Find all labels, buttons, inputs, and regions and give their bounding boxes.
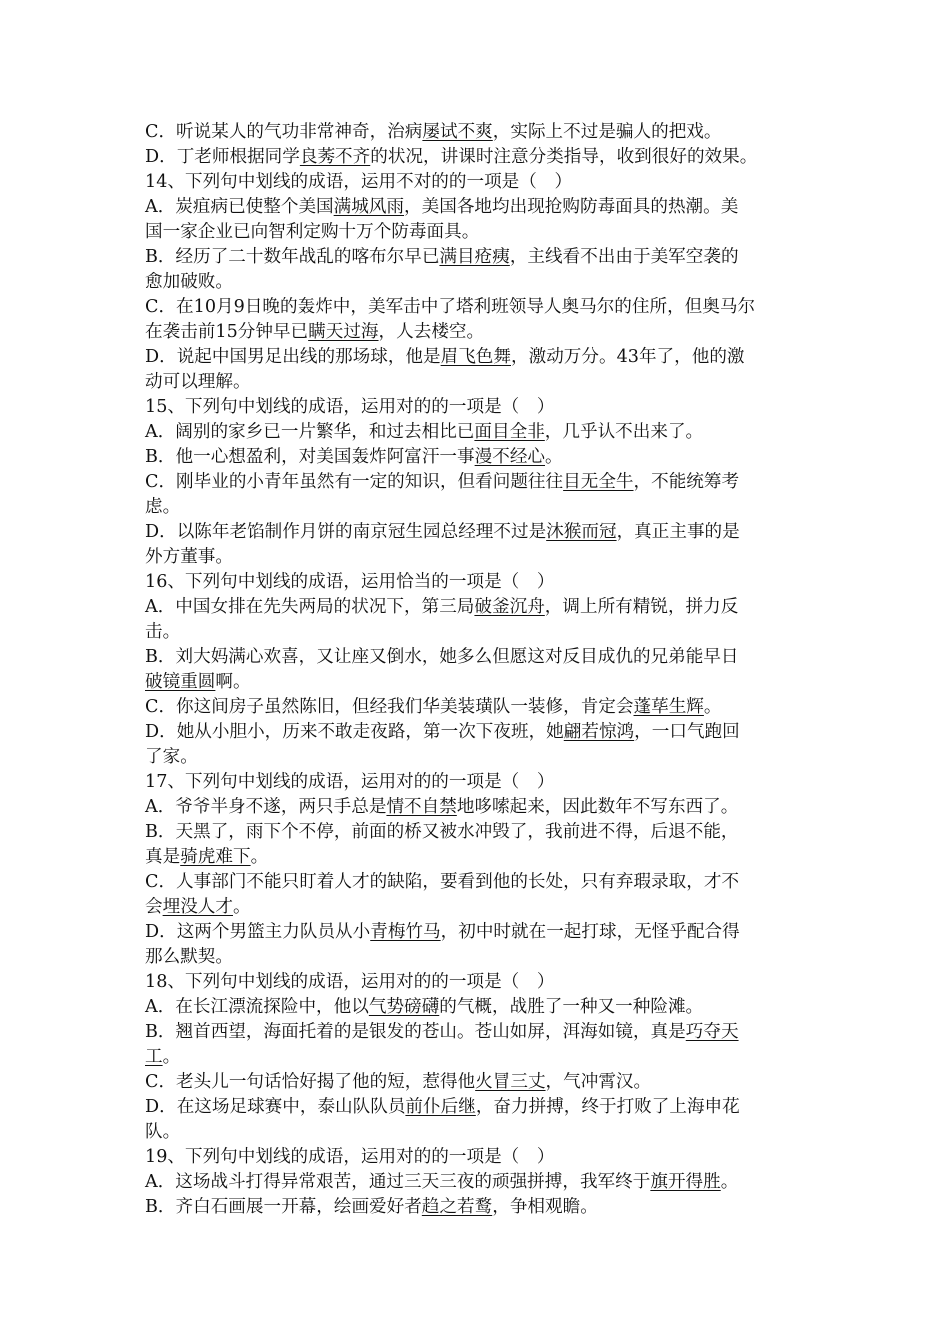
text-segment: 17、下列句中划线的成语，运用对的的一项是（ ）	[145, 772, 555, 792]
text-segment: A．阔别的家乡已一片繁华，和过去相比已	[145, 422, 475, 442]
underlined-idiom: 埋没人才	[162, 897, 233, 917]
underlined-idiom: 前仆后继	[405, 1097, 476, 1117]
text-segment: 16、下列句中划线的成语，运用恰当的一项是（ ）	[145, 572, 555, 592]
text-line	[145, 570, 810, 595]
underlined-idiom: 蓬荜生辉	[633, 697, 704, 717]
text-segment: C．刚毕业的小青年虽然有一定的知识，但看问题往往	[145, 472, 564, 492]
text-segment: C．听说某人的气功非常神奇，治病	[145, 122, 423, 142]
text-line	[145, 1145, 810, 1170]
text-segment: C．老头儿一句话恰好揭了他的短，惹得他	[145, 1072, 476, 1092]
text-segment: ，真正主事的是	[616, 522, 740, 542]
text-segment: ，几乎认不出来了。	[544, 422, 704, 442]
text-segment: 国一家企业已向智利定购十万个防毒面具。	[145, 222, 480, 242]
text-segment: 的状况，讲课时注意分类指导，收到很好的效果。	[370, 147, 758, 167]
text-line	[145, 520, 810, 545]
text-segment: C．人事部门不能只盯着人才的缺陷，要看到他的长处，只有弃瑕录取，才不	[145, 872, 740, 892]
text-line	[145, 1020, 810, 1045]
text-segment: 。	[720, 1172, 739, 1192]
underlined-idiom: 翩若惊鸿	[563, 722, 635, 742]
underlined-idiom: 破釜沉舟	[474, 597, 545, 617]
text-segment: 14、下列句中划线的成语，运用不对的的一项是（ ）	[145, 172, 573, 192]
text-segment: 虑。	[145, 497, 181, 517]
text-line	[145, 745, 810, 770]
text-segment: 。	[703, 697, 722, 717]
text-segment: A．爷爷半身不遂，两只手总是	[145, 797, 387, 817]
text-segment: D．这两个男篮主力队员从小	[145, 922, 371, 942]
text-segment: ，人去楼空。	[378, 322, 485, 342]
text-line	[145, 370, 810, 395]
text-segment: A．炭疽病已使整个美国	[145, 197, 334, 217]
text-segment: ，争相观瞻。	[492, 1197, 598, 1217]
text-line	[145, 220, 810, 245]
text-line	[145, 245, 810, 270]
underlined-idiom: 骑虎难下	[180, 847, 251, 867]
text-segment: C．你这间房子虽然陈旧，但经我们华美装璜队一装修，肯定会	[145, 697, 634, 717]
text-segment: 15、下列句中划线的成语，运用对的的一项是（ ）	[145, 397, 555, 417]
text-segment: 18、下列句中划线的成语，运用对的的一项是（ ）	[145, 972, 555, 992]
text-line	[145, 645, 810, 670]
text-segment: 19、下列句中划线的成语，运用对的的一项是（ ）	[145, 1147, 555, 1167]
underlined-idiom: 瞒天过海	[308, 322, 379, 342]
text-line	[145, 695, 810, 720]
text-line	[145, 820, 810, 845]
text-segment: ，调上所有精锐，拼力反	[544, 597, 739, 617]
text-line	[145, 670, 810, 695]
text-segment: A．中国女排在先失两局的状况下，第三局	[145, 597, 475, 617]
text-segment: B．经历了二十数年战乱的喀布尔早已	[145, 247, 440, 267]
text-segment: ，主线看不出由于美军空袭的	[509, 247, 739, 267]
text-segment: D．在这场足球赛中，泰山队队员	[145, 1097, 406, 1117]
text-line	[145, 170, 810, 195]
text-segment: 那么默契。	[145, 947, 233, 967]
underlined-idiom: 工	[145, 1047, 163, 1067]
text-line	[145, 395, 810, 420]
text-segment: ，实际上不过是骗人的把戏。	[492, 122, 722, 142]
text-line	[145, 770, 810, 795]
text-line	[145, 545, 810, 570]
text-line	[145, 845, 810, 870]
text-line	[145, 420, 810, 445]
underlined-idiom: 破镜重圆	[145, 672, 216, 692]
underlined-idiom: 目无全牛	[563, 472, 634, 492]
underlined-idiom: 漫不经心	[474, 447, 546, 467]
text-segment: D．说起中国男足出线的那场球，他是	[145, 347, 441, 367]
text-line	[145, 920, 810, 945]
text-line	[145, 970, 810, 995]
text-segment: ，美国各地均出现抢购防毒面具的热潮。美	[404, 197, 739, 217]
underlined-idiom: 青梅竹马	[370, 922, 441, 942]
text-segment: A．在长江漂流探险中，他以	[145, 997, 369, 1017]
underlined-idiom: 面目全非	[474, 422, 545, 442]
underlined-idiom: 屡试不爽	[422, 122, 493, 142]
text-segment: 会	[145, 897, 163, 917]
text-line	[145, 1170, 810, 1195]
text-segment: 击。	[145, 622, 181, 642]
text-line	[145, 1045, 810, 1070]
text-line	[145, 495, 810, 520]
underlined-idiom: 旗开得胜	[650, 1172, 721, 1192]
text-line	[145, 870, 810, 895]
text-segment: B．翘首西望，海面托着的是银发的苍山。苍山如屏，洱海如镜，真是	[145, 1022, 686, 1042]
text-line	[145, 120, 810, 145]
text-segment: 的气概，战胜了一种又一种险滩。	[439, 997, 704, 1017]
text-line	[145, 320, 810, 345]
underlined-idiom: 满城风雨	[333, 197, 405, 217]
text-segment: ，奋力拼搏，终于打败了上海申花	[475, 1097, 740, 1117]
text-line	[145, 470, 810, 495]
text-segment: ，激动万分。43年了，他的激	[511, 347, 745, 367]
text-segment: 队。	[145, 1122, 181, 1142]
text-segment: 动可以理解。	[145, 372, 251, 392]
text-line	[145, 345, 810, 370]
text-line	[145, 270, 810, 295]
text-segment: 。	[233, 897, 251, 917]
text-segment: 地哆嗦起来，因此数年不写东西了。	[456, 797, 739, 817]
text-line	[145, 720, 810, 745]
text-line	[145, 995, 810, 1020]
text-line	[145, 1195, 810, 1220]
text-segment: 外方董事。	[145, 547, 233, 567]
text-segment: D．丁老师根据同学	[145, 147, 300, 167]
text-segment: D．她从小胆小，历来不敢走夜路，第一次下夜班，她	[145, 722, 564, 742]
text-segment: ，不能统筹考	[633, 472, 740, 492]
text-segment: C．在10月9日晚的轰炸中，美军击中了塔利班领导人奥马尔的住所，但奥马尔	[145, 297, 756, 317]
text-segment: 。	[545, 447, 563, 467]
text-line	[145, 620, 810, 645]
text-segment: 真是	[145, 847, 181, 867]
text-segment: ，气冲霄汉。	[545, 1072, 652, 1092]
text-segment: 啊。	[215, 672, 251, 692]
text-segment: B．齐白石画展一开幕，绘画爱好者	[145, 1197, 422, 1217]
underlined-idiom: 情不自禁	[386, 797, 457, 817]
text-segment: 。	[250, 847, 269, 867]
underlined-idiom: 良莠不齐	[299, 147, 371, 167]
text-line	[145, 1070, 810, 1095]
underlined-idiom: 满目疮痍	[439, 247, 510, 267]
text-segment: B．刘大妈满心欢喜，又让座又倒水，她多么但愿这对反目成仇的兄弟能早日	[145, 647, 739, 667]
underlined-idiom: 气势磅礴	[368, 997, 440, 1017]
text-segment: 在袭击前15分钟早已	[145, 322, 309, 342]
text-line	[145, 795, 810, 820]
question-text-body	[145, 120, 810, 1220]
text-segment: 愈加破败。	[145, 272, 233, 292]
underlined-idiom: 眉飞色舞	[440, 347, 511, 367]
text-line	[145, 295, 810, 320]
text-line	[145, 195, 810, 220]
text-segment: 了家。	[145, 747, 198, 767]
text-segment: A．这场战斗打得异常艰苦，通过三天三夜的顽强拼搏，我军终于	[145, 1172, 651, 1192]
text-line	[145, 895, 810, 920]
text-segment: ，一口气跑回	[634, 722, 740, 742]
text-segment: B．他一心想盈利，对美国轰炸阿富汗一事	[145, 447, 475, 467]
underlined-idiom: 趋之若鹜	[421, 1197, 493, 1217]
underlined-idiom: 沐猴而冠	[546, 522, 617, 542]
text-segment: ，初中时就在一起打球，无怪乎配合得	[440, 922, 740, 942]
underlined-idiom: 火冒三丈	[475, 1072, 546, 1092]
underlined-idiom: 巧夺天	[685, 1022, 739, 1042]
text-line	[145, 1095, 810, 1120]
text-line	[145, 445, 810, 470]
text-line	[145, 145, 810, 170]
text-line	[145, 595, 810, 620]
text-segment: B．天黑了，雨下个不停，前面的桥又被水冲毁了，我前进不得，后退不能，	[145, 822, 739, 842]
text-line	[145, 945, 810, 970]
text-segment: D．以陈年老馅制作月饼的南京冠生园总经理不过是	[145, 522, 547, 542]
text-line	[145, 1120, 810, 1145]
text-segment: 。	[162, 1047, 181, 1067]
